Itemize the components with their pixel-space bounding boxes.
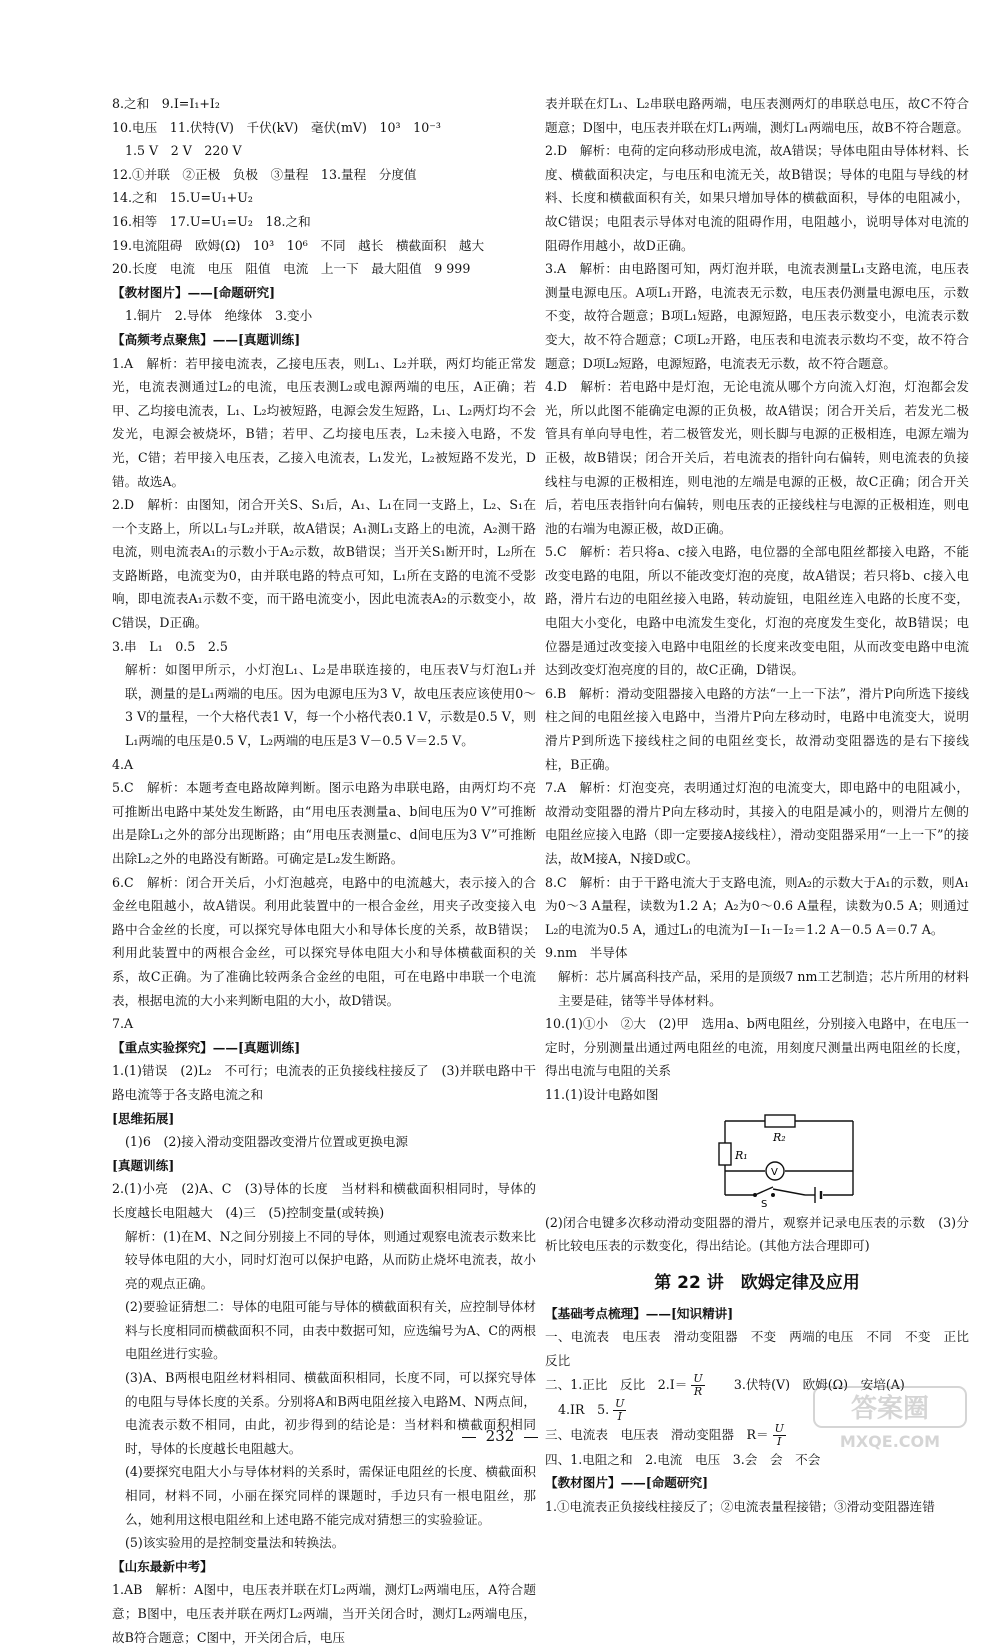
answer-line: (5)该实验用的是控制变量法和转换法。 [125,1535,345,1551]
answer-line: 9.nm 半导体 [545,945,628,961]
sub-heading: [真题训练] [112,1157,175,1173]
answer-line: 14.之和 15.U=U₁+U₂ [112,190,253,206]
dash-left [462,1437,476,1438]
answer-text: 二、1.正比 反比 2.I＝ [545,1376,688,1392]
answer-paragraph: 2.(1)小亮 (2)A、C (3)导体的长度 当材料和横截面积相同时，导体的长度越长电阻越大 (4)三 (5)控制变量(或转换) [112,1181,536,1220]
answer-text: 4.IR 5. [558,1401,610,1417]
answer-paragraph: 6.B 解析：滑动变阻器接入电路的方法“一上一下法”，滑片P向所选下接线柱之间的电阻丝接入电路中，当滑片P向左移动时，电路中电流变大，说明滑片P到所选下接线柱之间的电阻丝变长，故滑动变阻器选的是右下接线柱，B正确。 [545,685,969,772]
answer-line: 20.长度 电流 电压 阻值 电流 上一下 最大阻值 9 999 [112,261,471,277]
answer-line: 四、1.电阻之和 2.电流 电压 3.会 会 不会 [545,1451,821,1467]
answer-line: 一、电流表 电压表 滑动变阻器 不变 两端的电压 不同 不变 正比 反比 [545,1329,982,1368]
svg-text:答案圈: 答案圈 [850,1394,930,1424]
answer-paragraph: 8.C 解析：由于干路电流大于支路电流，则A₂的示数大于A₁的示数，则A₁为0～3 A量程，读数为1.2 A；A₂为0～0.6 A量程，读数为0.5 A；则通过L₂的电流为0.5 A，通过L₁的电流为I－I₁－I₂＝1.2 A－0.5 A＝0.7 A。 [545,874,969,937]
answer-line: 8.之和 9.I=I₁+I₂ [112,96,220,111]
section-heading: 【教材图片】——[命题研究] [112,284,276,300]
answer-line [545,1373,969,1398]
switch-label: S [761,1198,768,1207]
answer-line: 1.铜片 2.导体 绝缘体 3.变小 [125,308,313,324]
answer-paragraph: 5.C 解析：若只将a、c接入电路，电位器的全部电阻丝都接入电路，不能改变电路的电阻，所以不能改变灯泡的亮度，故A错误；若只将b、c接入电路，滑片右边的电阻丝接入电路，转动旋钮，电阻丝连入电路的长度不变，电阻大小变化，电路中电流发生变化，灯泡的亮度发生变化，故B错误；电位器是通过改变接入电路中电阻丝的长度来改变电阻，从而改变电路中电流达到改变灯泡亮度的目的，故C正确，D错误。 [545,544,969,678]
measurement-fraction: $\frac{U}{I}$ [774,1421,784,1448]
right-column [545,92,982,1518]
answer-paragraph: (2)闭合电键多次移动滑动变阻器的滑片，观察并记录电压表的示数 (3)分析比较电压表的示数变化，得出结论。(其他方法合理即可) [545,1214,969,1254]
resistance-fraction: $\frac{U}{I}$ [615,1396,625,1423]
answer-line: 12.①并联 ②正极 负极 ③量程 13.量程 分度值 [112,166,417,182]
circuit-diagram [715,1111,865,1207]
svg-text:MXQE.COM: MXQE.COM [839,1432,941,1451]
answer-line: 4.A [112,756,134,772]
r2-label: R₂ [773,1130,786,1144]
answer-paragraph: 2.D 解析：电荷的定向移动形成电流，故A错误；导体电阻由导体材料、长度、横截面积决定，与电压和电流无关，故B错误；导体的电阻与导线的材料、长度和横截面积有关，如果只增加导体的横截面积，导体的电阻减小，故C错误；电阻表示导体对电流的阻碍作用，电阻越小，说明导体对电流的阻碍作用越小，故D正确。 [545,143,969,253]
answer-paragraph: 4.D 解析：若电路中是灯泡，无论电流从哪个方向流入灯泡，灯泡都会发光，所以此图不能确定电源的正负极，故A错误；闭合开关后，若发光二极管具有单向导电性，若二极管发光，则长脚与电源的正极相连，电源左端为正极，故B错误；闭合开关后，若电流表的指针向右偏转，则电流表的负接线柱与电源的正极相连，则电池的左端是电源的正极，故C正确；闭合开关后，若电压表指针向右偏转，则电压表的正接线柱与电源的正极相连，则电池的右端为电源正极，故D正确。 [545,379,969,536]
r1-label: R₁ [735,1148,748,1162]
answer-line: 19.电流阻碍 欧姆(Ω) 10³ 10⁶ 不同 越长 横截面积 越大 [112,237,485,253]
section-heading: 【基础考点梳理】——[知识精讲] [545,1305,734,1321]
answer-line: (1)6 (2)接入滑动变阻器改变滑片位置或更换电源 [125,1134,408,1150]
answer-paragraph: 解析：芯片属高科技产品，采用的是顶级7 nm工艺制造；芯片所用的材料主要是硅，锗等半导体材料。 [558,968,969,1008]
answer-paragraph: 3.A 解析：由电路图可知，两灯泡并联，电流表测量L₁支路电流，电压表测量电源电压。A项L₁开路，电流表无示数，电压表仍测量电源电压，示数不变，故符合题意；B项L₁短路，电源短路，电压表示数变小，电流表示数变大，故不符合题意；C项L₂开路，电压表和电流表示数均不变，故不符合题意；D项L₂短路，电源短路，电流表无示数，故不符合题意。 [545,261,969,371]
answer-paragraph: 10.(1)①小 ②大 (2)甲 选用a、b两电阻丝，分别接入电路中，在电压一定时，分别测量出通过两电阻丝的电流，用刻度尺测量出两电阻丝的长度，得出电流与电阻的关系 [545,1016,969,1079]
answer-line: 1.5 V 2 V 220 V [125,143,242,159]
answer-line: 16.相等 17.U=U₁=U₂ 18.之和 [112,213,311,229]
answer-line [545,1398,969,1423]
answer-paragraph: 7.A 解析：灯泡变亮，表明通过灯泡的电流变大，即电路中的电阻减小，故滑动变阻器的滑片P向左移动时，其接入的电阻是减小的，则滑片左侧的电阻丝应接入电路（即一定要接A接线柱），滑动变阻器采用“一上一下”的接法，故M接A，N接D或C。 [545,780,969,866]
answer-text: 三、电流表 电压表 滑动变阻器 R＝ [545,1426,769,1442]
answer-line: 7.A [112,1016,134,1032]
section-heading: 【重点实验探究】——[真题训练] [112,1039,301,1055]
left-column [112,92,536,1649]
answer-paragraph: (2)要验证猜想二：导体的电阻可能与导体的横截面积有关，应控制导体材料与长度相同而横截面积不同，由表中数据可知，应选编号为A、C的两根电阻丝进行实验。 [125,1299,536,1362]
answer-paragraph: 1.A 解析：若甲接电流表，乙接电压表，则L₁、L₂并联，两灯均能正常发光，电流表测通过L₂的电流，电压表测L₂或电源两端的电压，A正确；若甲、乙均接电流表，L₁、L₂均被短路，电源会发生短路，L₁、L₂两灯均不会发光，电源会被烧坏，B错；若甲、乙均接电压表，L₂未接入电路，不发光，C错；若甲接入电压表，乙接入电流表，L₁发光，L₂被短路不发光，D错。故选A。 [112,355,536,489]
answer-line: 3.串 L₁ 0.5 2.5 [112,638,228,654]
answer-paragraph: 2.D 解析：由图知，闭合开关S、S₁后，A₁、L₁在同一支路上，L₂、S₁在一个支路上，所以L₁与L₂并联，故A错误；A₁测L₁支路上的电流，A₂测干路电流，则电流表A₁的示数小于A₂示数，故B错误；当开关S₁断开时，L₂所在支路断路，电流变为0，由并联电路的特点可知，L₁所在支路的电流不受影响，即电流表A₁示数不变，而干路电流变小，因此电流表A₂的示数变小，故C错误，D正确。 [112,497,536,631]
answer-paragraph: 1.①电流表正负接线柱接反了；②电流表量程接错；③滑动变阻器连错 [545,1498,935,1514]
answer-paragraph: 解析：(1)在M、N之间分别接上不同的导体，则通过观察电流表示数来比较导体电阻的大小，同时灯泡可以保护电路，从而防止烧坏电流表，故小亮的观点正确。 [125,1228,536,1291]
page-number [0,1427,1000,1445]
answer-text: 3.伏特(V) 欧姆(Ω) 安培(A) [708,1376,905,1392]
section-heading: 【山东最新中考】 [112,1558,213,1574]
answer-paragraph: 1.AB 解析：A图中，电压表并联在灯L₂两端，测灯L₂两端电压，A符合题意；B图中，电压表并联在两灯L₂两端，当开关闭合时，测灯L₂两端电压，故B符合题意；C图中，开关闭合后，电压 [112,1582,536,1645]
answer-paragraph: 1.(1)错误 (2)L₂ 不可行；电流表的正负接线柱接反了 (3)并联电路中干路电流等于各支路电流之和 [112,1063,536,1102]
answer-line: 10.电压 11.伏特(V) 千伏(kV) 毫伏(mV) 10³ 10⁻³ [112,119,441,135]
page-number-text: 232 [485,1427,515,1445]
answer-paragraph: (4)要探究电阻大小与导体材料的关系时，需保证电阻丝的长度、横截面积相同，材料不同，小丽在探究同样的课题时，手边只有一根电阻丝，那么，她利用这根电阻丝和上述电路不能完成对猜想三的实验验证。 [125,1464,536,1527]
answer-paragraph: 表并联在灯L₁、L₂串联电路两端，电压表测两灯的串联总电压，故C不符合题意；D图中，电压表并联在灯L₁两端，测灯L₁两端电压，故B不符合题意。 [545,96,969,135]
answer-paragraph: 5.C 解析：本题考查电路故障判断。图示电路为串联电路，由两灯均不亮可推断出电路中某处发生断路，由“用电压表测量a、b间电压为0 V”可推断出是除L₁之外的部分出现断路；由“用电压表测量c、d间电压为3 V”可推断出除L₂之外的电路没有断路。可确定是L₂发生断路。 [112,780,536,866]
dash-right [524,1437,538,1438]
section-heading: 【教材图片】——[命题研究] [545,1475,709,1491]
sub-heading: [思维拓展] [112,1110,175,1126]
answer-paragraph: (3)A、B两根电阻丝材料相同、横截面积相同，长度不同，可以探究导体的电阻与导体长度的关系。分别将A和B两电阻丝接入电路M、N两点间，电流表示数不相同，由此，初步得到的结论是：当材料和横截面积相同时，导体的长度越长电阻越大。 [125,1370,536,1456]
answer-paragraph: 解析：如图甲所示，小灯泡L₁、L₂是串联连接的，电压表V与灯泡L₁并联，测量的是L₁两端的电压。因为电源电压为3 V，故电压表应该使用0～3 V的量程，一个大格代表1 V，每一个小格代表0.1 V，示数是0.5 V，则L₁两端的电压是0.5 V，L₂两端的电压是3 V－0.5 V＝2.5 V。 [125,662,536,749]
section-heading: 【高频考点聚焦】——[真题训练] [112,331,301,347]
voltmeter-label: V [771,1166,778,1178]
answer-paragraph: 6.C 解析：闭合开关后，小灯泡越亮，电路中的电流越大，表示接入的合金丝电阻越小，故A错误。利用此装置中的一根合金丝，用夹子改变接入电路中合金丝的长度，可以探究导体电阻大小和导体长度的关系，故B错误；利用此装置中的两根合金丝，可以探究导体电阻大小和导体横截面积的关系，故C正确。为了准确比较两条合金丝的电阻，可在电路中串联一个电流表，根据电流的大小来判断电阻的大小，故D错误。 [112,874,536,1008]
ohm-law-fraction: $\frac{U}{R}$ [693,1371,703,1398]
answer-line: 11.(1)设计电路如图 [545,1086,659,1102]
lesson-title: 第 22 讲 欧姆定律及应用 [654,1272,860,1293]
